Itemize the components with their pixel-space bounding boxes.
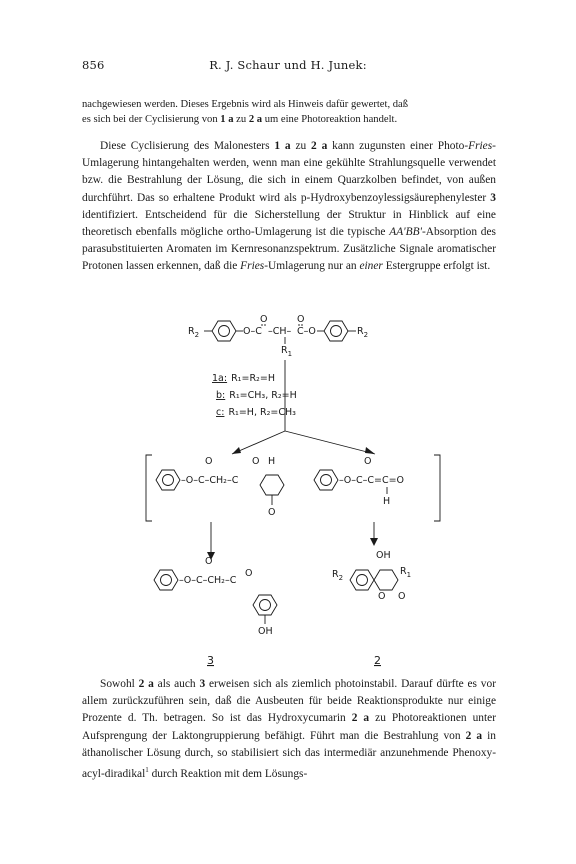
left-intermediate	[156, 456, 284, 518]
product-3	[154, 556, 277, 667]
text-run: als auch	[153, 678, 200, 690]
ester-link-right: C–O	[297, 326, 316, 337]
compound-ref: 2 a	[351, 712, 370, 725]
text-run: durch Reaktion mit dem Lösungs-	[148, 767, 308, 780]
running-title: R. J. Schaur und H. Junek:	[209, 58, 367, 72]
spin-system-italic: AA'BB'	[389, 226, 422, 239]
bracket-left	[146, 455, 152, 521]
text-run: Estergruppe erfolgt ist.	[382, 260, 491, 273]
name-italic: Fries	[240, 260, 265, 273]
text-run: in äthanolischer Lösung durch, so stabilisiert sich das intermediär anzunehmende Phenoxy-acyl-diradikal	[82, 729, 496, 780]
oxo-2: O	[252, 456, 260, 467]
r1-label: $R_1$	[281, 345, 293, 358]
carbonyl-o-left: O	[260, 314, 268, 325]
benzene-ring-right	[324, 321, 348, 341]
chain-product-3: –O–C–CH₂–C	[179, 575, 237, 586]
emphasis-italic: einer	[359, 260, 383, 273]
name-italic: Fries	[468, 140, 493, 152]
compound-ref: 2 a	[465, 729, 483, 742]
r1-coumarin: $R_1$	[400, 566, 412, 579]
variant-c: c: R₁=H, R₂=CH₃	[216, 407, 296, 418]
carbonyl-o-right: O	[297, 314, 305, 325]
paragraph-3	[82, 676, 496, 783]
text-run: -Umlagerung nur an	[264, 260, 360, 273]
r2-coumarin: $R_2$	[332, 569, 344, 582]
text-run: zu	[290, 140, 312, 152]
text-run: erweisen sich als ziemlich photoinstabil. Darauf dürfte es vor allem zurückzuführen sein, daß die Ausbeuten für beide Reaktionsprodukte nur einige Prozente d. Th. betragen. So ist das Hydroxycumarin	[82, 678, 496, 725]
dienone-ring	[260, 475, 284, 495]
compound-ref: 2 a	[138, 678, 154, 690]
malonester-structure	[188, 314, 368, 358]
text-run: identifiziert. Entscheidend für die Sicherstellung der Struktur in Hinblick auf eine theoretisch ebenfalls mögliche ortho-Umlagerung ist die typische	[82, 208, 496, 239]
phenyl-ring-right	[314, 470, 338, 490]
text-run: kann zugunsten einer Photo-	[327, 140, 469, 152]
variant-list	[212, 373, 297, 418]
oh-label-3: OH	[258, 626, 273, 637]
text-run: -Umlagerung hintangehalten werden, wenn man eine gekühlte Strahlungsquelle verwendet bzw. die Bestrahlung der Lösung, die sich in einem Quarzkolben befindet, von außen durchführt. Das so erhaltene Produkt wird als p-Hydroxybenzoylessigsäurephenylester	[82, 140, 496, 204]
coumarin-benzo-ring	[350, 570, 374, 590]
down-arrows	[207, 522, 378, 560]
oxo-3b: O	[245, 568, 253, 579]
ring-o: O	[378, 591, 386, 602]
central-ch: –CH–	[268, 326, 292, 337]
h-label: H	[268, 456, 276, 467]
compound-ref: 2 a	[311, 140, 328, 152]
footnote-marker: 1	[145, 766, 149, 775]
text-run: Sowohl	[100, 678, 139, 690]
paragraph-1-line-1: nachgewiesen werden. Dieses Ergebnis wird als Hinweis dafür gewertet, daß	[82, 99, 409, 110]
page-number: 856	[82, 58, 105, 72]
label-compound-3: 3	[207, 654, 214, 667]
text-run: um eine Photoreaktion handelt.	[262, 114, 398, 125]
phenyl-ring-3	[154, 570, 178, 590]
text-run: zu	[233, 114, 249, 125]
lactone-oxo: O	[398, 591, 406, 602]
oh-label-2: OH	[376, 550, 391, 561]
variant-a: 1a: R₁=R₂=H	[212, 373, 275, 384]
compound-ref: 3	[199, 678, 206, 690]
compound-ref: 1 a	[220, 114, 234, 125]
benzene-ring-left	[212, 321, 236, 341]
text-run: Diese Cyclisierung des Malonesters	[100, 140, 275, 152]
ketene-chain: –O–C–C=C=O	[339, 475, 405, 486]
ring-oxo: O	[268, 507, 276, 518]
bracket-right	[434, 455, 440, 521]
oxo-1: O	[205, 456, 213, 467]
compound-ref: 2 a	[248, 114, 263, 125]
product-2	[332, 550, 411, 667]
variant-b: b: R₁=CH₃, R₂=H	[216, 390, 297, 401]
text-run: es sich bei der Cyclisierung von	[82, 114, 221, 125]
label-compound-2: 2	[374, 654, 381, 667]
oxo-3a: O	[205, 556, 213, 567]
chain-left-intermediate: –O–C–CH₂–C	[181, 475, 239, 486]
compound-ref: 3	[490, 191, 496, 204]
compound-ref: 1 a	[274, 140, 291, 152]
phenyl-ring	[156, 470, 180, 490]
ketene-h: H	[383, 496, 391, 507]
text-run: zu Photoreaktionen unter Aufsprengung der Laktongruppierung befähigt. Führt man die Bestrahlung von	[82, 712, 496, 742]
right-intermediate	[314, 456, 404, 507]
text-run: -Absorption des parasubstituierten Aromaten im Kernresonanzspektrum. Zusätzliche Signale aromatischer Protonen lassen erkennen, daß die	[82, 226, 496, 273]
ester-link-left: O–C	[243, 326, 262, 337]
r2-right-label: $R_2$	[357, 326, 369, 339]
coumarin-lactone-ring	[374, 570, 398, 590]
ketene-oxo: O	[364, 456, 372, 467]
r2-left-label: $R_2$	[188, 326, 200, 339]
phenol-ring	[253, 595, 277, 615]
